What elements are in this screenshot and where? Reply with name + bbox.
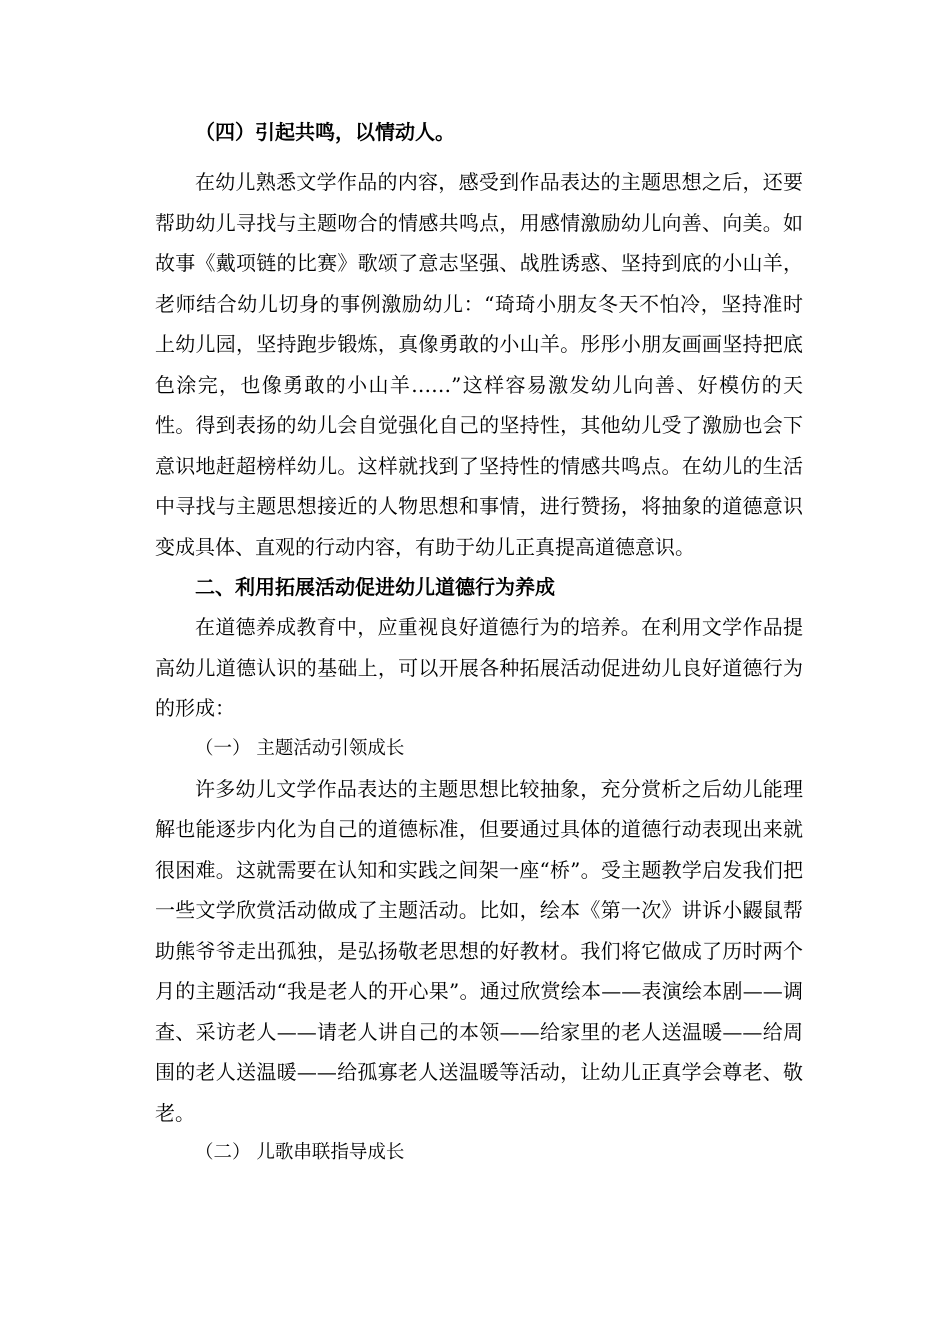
sub-heading-nursery-rhymes: （二） 儿歌串联指导成长 [195, 1142, 405, 1163]
section-2-heading: 二、利用拓展活动促进幼儿道德行为养成 [195, 575, 555, 599]
sub-heading-theme-activity: （一） 主题活动引领成长 [195, 737, 405, 759]
paragraph-moral-behavior: 在道德养成教育中，应重视良好道德行为的培养。在利用文学作品提高幼儿道德认识的基础上，可以开展各种拓展活动促进幼儿良好道德行为的形成： [155, 615, 803, 720]
document-page [155, 118, 803, 1173]
paragraph-resonance: 在幼儿熟悉文学作品的内容，感受到作品表达的主题思想之后，还要帮助幼儿寻找与主题吻合的情感共鸣点，用感情激励幼儿向善、向美。如故事《戴项链的比赛》歌颂了意志坚强、战胜诱惑、坚持到底的小山羊，老师结合幼儿切身的事例激励幼儿：“琦琦小朋友冬天不怕冷，坚持准时上幼儿园，坚持跑步锻炼，真像勇敢的小山羊。彤彤小朋友画画坚持把底色涂完，也像勇敢的小山羊……”这样容易激发幼儿向善、好模仿的天性。得到表扬的幼儿会自觉强化自己的坚持性，其他幼儿受了激励也会下意识地赶超榜样幼儿。这样就找到了坚持性的情感共鸣点。在幼儿的生活中寻找与主题思想接近的人物思想和事情，进行赞扬，将抽象的道德意识变成具体、直观的行动内容，有助于幼儿正真提高道德意识。 [155, 170, 803, 559]
heading-section-4: （四）引起共鸣，以情动人。 [195, 120, 455, 144]
paragraph-theme-activity: 许多幼儿文学作品表达的主题思想比较抽象，充分赏析之后幼儿能理解也能逐步内化为自己的道德标准，但要通过具体的道德行动表现出来就很困难。这就需要在认知和实践之间架一座“桥”。受主题教学启发我们把一些文学欣赏活动做成了主题活动。比如，绘本《第一次》讲诉小鼹鼠帮助熊爷爷走出孤独，是弘扬敬老思想的好教材。我们将它做成了历时两个月的主题活动“我是老人的开心果”。通过欣赏绘本——表演绘本剧——调查、采访老人——请老人讲自己的本领——给家里的老人送温暖——给周围的老人送温暖——给孤寡老人送温暖等活动，让幼儿正真学会尊老、敬老。 [155, 776, 803, 1125]
